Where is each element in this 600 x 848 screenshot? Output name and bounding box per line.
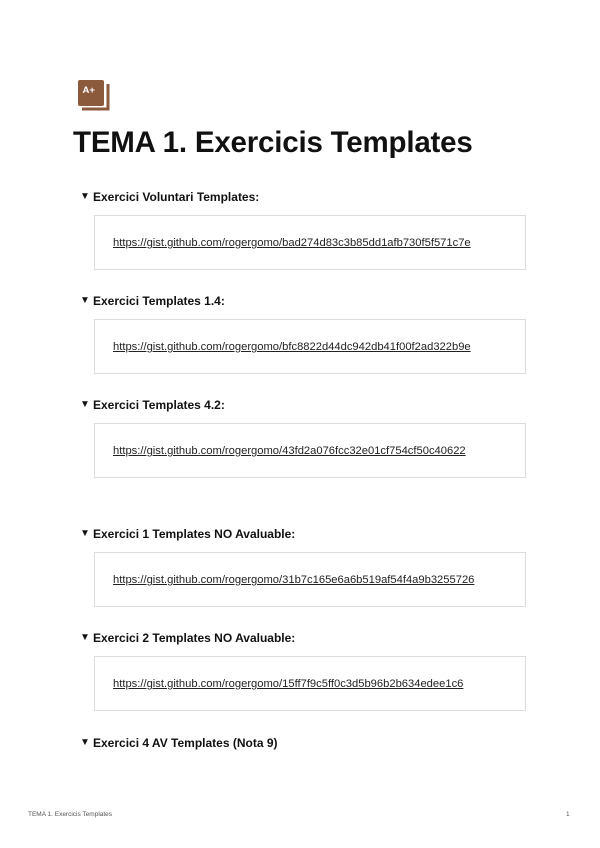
toggle-header[interactable] [80,293,540,309]
gist-link[interactable]: https://gist.github.com/rogergomo/15ff7f9c5ff0c3d5b96b2b634edee1c6 [113,678,464,690]
a-plus-book-icon [78,80,110,112]
toggle-header[interactable] [80,189,540,205]
toggle-arrow-icon[interactable]: ▼ [80,632,90,643]
gist-link[interactable]: https://gist.github.com/rogergomo/43fd2a076fcc32e01cf754cf50c40622 [113,445,466,457]
toggle-content-box [94,319,526,374]
toggle-arrow-icon[interactable]: ▼ [80,737,90,748]
footer-title: TEMA 1. Exercicis Templates [28,811,113,818]
gist-link[interactable]: https://gist.github.com/rogergomo/bad274d83c3b85dd1afb730f5f571c7e [113,237,471,249]
toggle-arrow-icon[interactable]: ▼ [80,399,90,410]
toggle-title: Exercici 4 AV Templates (Nota 9) [93,736,278,750]
toggle-block [80,293,540,353]
toggle-block [80,189,540,249]
toggle-block [80,735,540,751]
toggle-title: Exercici Templates 1.4: [93,294,225,308]
toggle-content-box [94,552,526,607]
toggle-block [80,397,540,457]
toggle-arrow-icon[interactable]: ▼ [80,191,90,202]
toggle-content-box [94,423,526,478]
toggle-header[interactable] [80,526,540,542]
toggle-title: Exercici 2 Templates NO Avaluable: [93,631,296,645]
toggle-header[interactable] [80,630,540,646]
gist-link[interactable]: https://gist.github.com/rogergomo/31b7c165e6a6b519af54f4a9b3255726 [113,574,475,586]
toggle-title: Exercici Voluntari Templates: [93,190,260,204]
toggle-arrow-icon[interactable]: ▼ [80,295,90,306]
toggle-content-box [94,656,526,711]
gist-link[interactable]: https://gist.github.com/rogergomo/bfc8822d44dc942db41f00f2ad322b9e [113,341,471,353]
toggle-header[interactable] [80,397,540,413]
toggle-block [80,630,540,690]
page-title: TEMA 1. Exercicis Templates [73,126,473,159]
toggle-arrow-icon[interactable]: ▼ [80,528,90,539]
toggle-block [80,526,540,586]
toggle-header[interactable] [80,735,540,751]
toggle-title: Exercici 1 Templates NO Avaluable: [93,527,296,541]
toggle-content-box [94,215,526,270]
toggle-title: Exercici Templates 4.2: [93,398,225,412]
footer-page-number: 1 [566,811,570,818]
svg-text:A+: A+ [82,85,95,96]
